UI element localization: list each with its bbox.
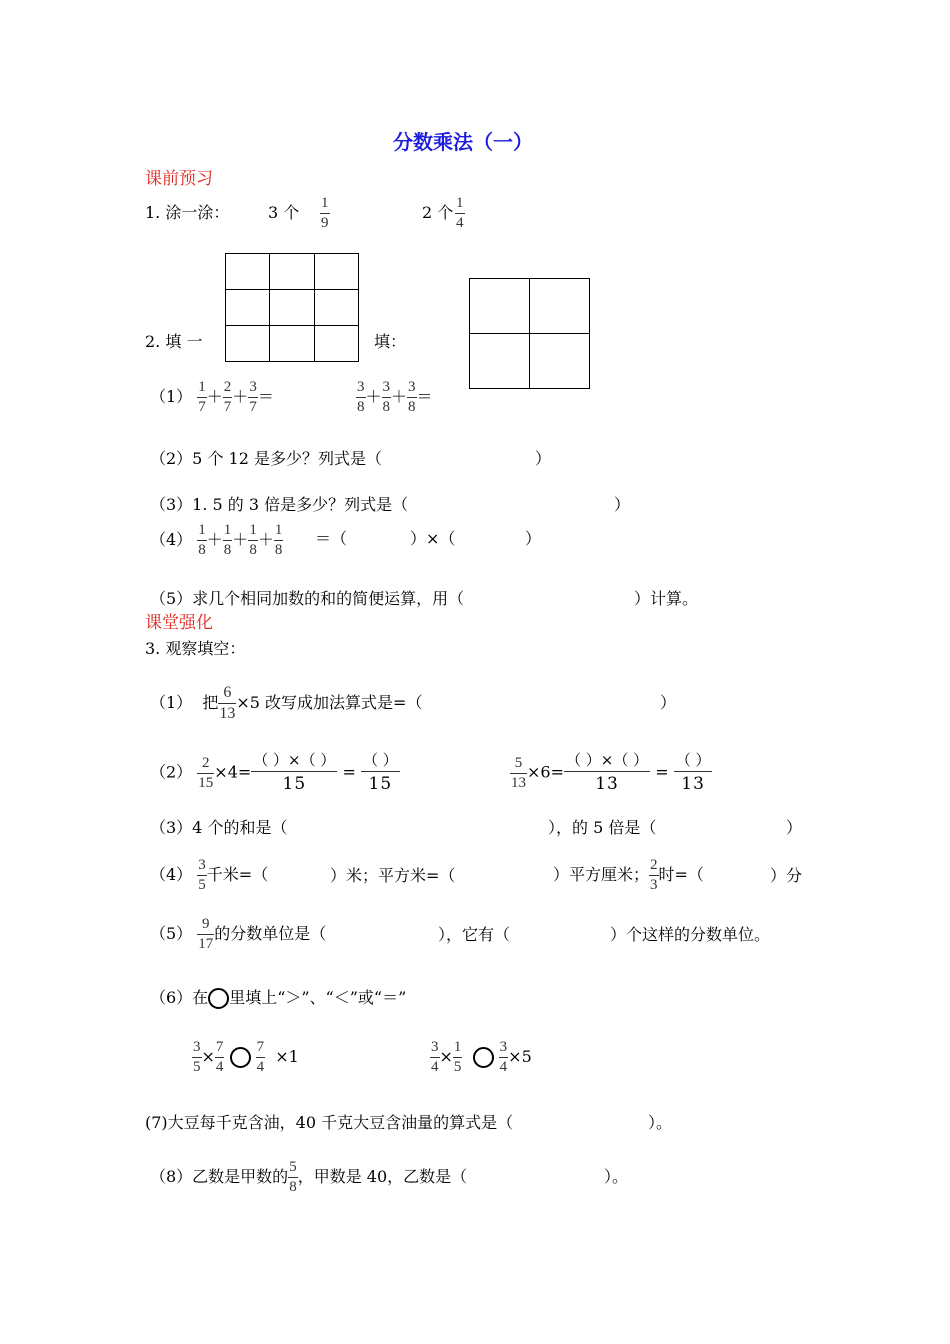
numerator: 1 [198,522,206,538]
numerator: 1 [223,522,232,538]
text: 把 [202,693,219,712]
denominator: 8 [274,542,283,558]
denominator: 4 [215,1059,224,1075]
item-number: （1） [150,693,193,712]
circle-blank-icon[interactable] [230,1047,251,1068]
plus-sign: ＋ [391,387,408,406]
q2-item-3-close: ） [614,495,631,514]
q2-item-2: （2）5 个 12 是多少？列式是（ [150,449,382,468]
q3-item-4-part-b: ）米；平方米=（ [330,866,456,885]
numerator: 1 [321,195,329,211]
denominator: 8 [408,399,416,415]
denominator: 8 [198,542,206,558]
numerator: 3 [382,379,391,395]
q3-item-6-right [430,1040,532,1075]
q3-item-5-start [150,917,326,952]
text: ×4= [214,762,252,782]
equals-sign: = [655,762,669,782]
q3-item-7-close: ）。 [648,1113,673,1132]
text: 的分数单位是（ [214,924,327,943]
q3-item-4-start [150,858,268,893]
denominator: 13 [564,771,650,793]
q3-item-3: （3）4 个的和是（ [150,818,288,837]
q3-label: 3. 观察填空： [145,639,246,658]
grid-cell[interactable] [470,334,530,389]
q1-b-fraction [455,196,465,231]
grid-cell[interactable] [314,290,358,326]
grid-cell[interactable] [470,279,530,334]
denominator: 5 [193,1059,201,1075]
denominator: 4 [499,1059,508,1075]
numerator: 3 [357,379,365,395]
denominator: 8 [289,1179,297,1195]
numerator: 3 [499,1039,508,1055]
numerator: 1 [198,379,206,395]
numerator: （ ） [362,751,398,769]
text: ×1 [275,1047,299,1066]
text: 时=（ [658,865,704,884]
section-preview-heading: 课前预习 [145,169,213,189]
q2-item-5-close: ）计算。 [634,589,699,608]
q1-a-count: 3 个 [268,203,300,222]
numerator: 7 [256,1039,265,1055]
q2-item-3: （3）1. 5 的 3 倍是多少？列式是（ [150,495,409,514]
denominator: 15 [361,771,400,793]
denominator: 5 [198,877,206,893]
q2-item-4 [150,523,283,558]
denominator: 15 [251,771,337,793]
q3-item-7: (7)大豆每千克含油，40 千克大豆含油量的算式是（ [145,1113,514,1132]
grid-cell[interactable] [530,279,590,334]
circle-blank-icon[interactable] [208,988,229,1009]
q2-item-1-left [150,380,274,415]
numerator: 2 [650,857,658,873]
q1-label: 1. 涂一涂： [145,203,230,222]
item-number: （4） [150,865,193,884]
item-number: （5） [150,924,193,943]
q2-item-1-right [356,380,433,415]
denominator: 7 [223,399,232,415]
numerator: 5 [289,1159,297,1175]
q3-item-8-close: ）。 [604,1167,629,1186]
denominator: 9 [321,215,329,231]
plus-sign: ＋ [206,387,223,406]
times-sign: × [201,1047,215,1066]
q3-item-2-a [150,753,400,793]
text: ×5 [508,1047,532,1066]
grid-cell[interactable] [530,334,590,389]
numerator: 3 [249,379,257,395]
item-number: （4） [150,530,193,549]
denominator: 4 [456,215,464,231]
item-number: （2） [150,762,193,782]
q2-label-right: 填： [374,332,407,351]
equals-sign: = [342,762,356,782]
grid-cell[interactable] [226,326,270,362]
page-title: 分数乘法（一） [393,130,533,154]
q3-item-1-close: ） [660,693,677,712]
numerator: 9 [202,916,210,932]
q3-item-4-middle [553,858,704,893]
numerator: 2 [202,754,210,771]
grid-cell[interactable] [226,254,270,290]
text: 里填上“＞”、“＜”或“＝” [229,988,407,1007]
grid-3x3[interactable] [225,253,359,362]
grid-cell[interactable] [270,290,314,326]
denominator: 8 [382,399,391,415]
circle-blank-icon[interactable] [473,1047,494,1068]
numerator: 3 [193,1039,201,1055]
text: （6）在 [150,988,209,1007]
denominator: 3 [650,877,658,893]
text: （8）乙数是甲数的 [150,1167,289,1186]
grid-cell[interactable] [270,254,314,290]
plus-sign: ＋ [206,530,223,549]
text: ，甲数是 40，乙数是（ [297,1167,468,1186]
text: ×5 改写成加法算式是=（ [236,693,423,712]
times-sign: × [439,1047,453,1066]
q1-a-fraction [320,196,330,231]
denominator: 17 [198,936,214,952]
numerator: 1 [453,1039,462,1055]
numerator: （ ）×（ ） [566,751,649,769]
grid-cell[interactable] [270,326,314,362]
q3-item-1 [150,685,422,722]
q3-item-3-close: ） [786,818,803,837]
equals-sign: ＝ [416,387,433,406]
text: ×6= [527,762,564,782]
plus-sign: ＋ [232,530,249,549]
denominator: 7 [198,399,206,415]
q3-item-6-left [192,1040,299,1075]
item-number: （1） [150,387,193,406]
numerator: 3 [431,1039,439,1055]
grid-cell[interactable] [226,290,270,326]
plus-sign: ＋ [232,387,249,406]
denominator: 13 [219,705,236,722]
numerator: 2 [223,379,232,395]
numerator: （ ） [675,751,711,769]
numerator: 1 [274,522,283,538]
numerator: 5 [514,754,523,771]
q3-item-4-part-e: ）分 [770,866,803,885]
denominator: 4 [431,1059,439,1075]
numerator: 6 [223,684,232,701]
numerator: 1 [456,195,464,211]
numerator: （ ）×（ ） [253,751,336,769]
grid-cell[interactable] [314,254,358,290]
denominator: 8 [223,542,232,558]
denominator: 8 [357,399,365,415]
q3-item-6-instruction [150,988,406,1009]
q3-item-8 [150,1160,467,1195]
plus-sign: ＋ [257,530,274,549]
q3-item-5-part-c: ）个这样的分数单位。 [610,925,771,944]
q3-item-2-b [510,753,712,793]
q2-item-4-tail-a: ＝（ [315,529,348,548]
text: 千米=（ [206,865,269,884]
q2-item-5: （5）求几个相同加数的和的简便运算，用（ [150,589,465,608]
denominator: 7 [249,399,257,415]
denominator: 13 [674,771,713,793]
q1-b-count: 2 个 [422,203,454,222]
numerator: 3 [198,857,206,873]
grid-2x2[interactable] [469,278,590,389]
numerator: 7 [215,1039,224,1055]
denominator: 8 [249,542,257,558]
numerator: 3 [408,379,416,395]
denominator: 15 [198,774,214,791]
denominator: 5 [453,1059,462,1075]
text: ）平方厘米； [553,865,650,884]
plus-sign: ＋ [365,387,382,406]
q2-item-4-tail-c: ） [525,529,542,548]
equals-sign: ＝ [257,387,274,406]
denominator: 13 [511,774,526,791]
numerator: 1 [249,522,257,538]
grid-cell[interactable] [314,326,358,362]
q3-item-5-part-b: ），它有（ [438,925,511,944]
denominator: 4 [256,1059,265,1075]
q2-label-left: 2. 填 一 [145,332,203,351]
q3-item-3-mid: ），的 5 倍是（ [548,818,657,837]
q2-item-4-tail-b: ）×（ [410,529,456,548]
section-class-heading: 课堂强化 [145,613,213,633]
q2-item-2-close: ） [535,449,552,468]
